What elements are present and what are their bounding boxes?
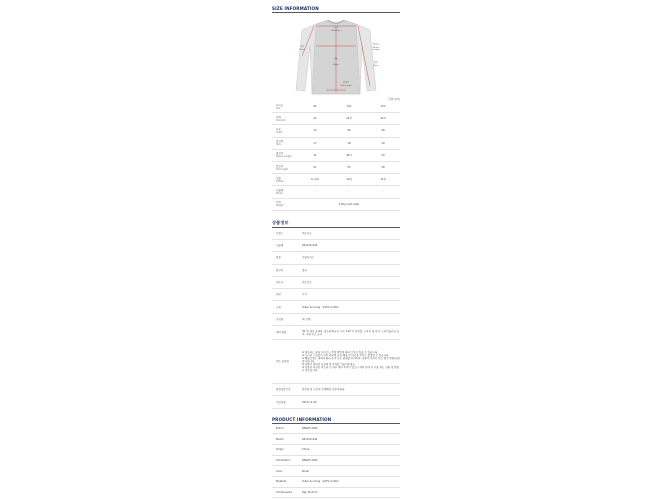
size-row-label-en: Size [276, 106, 281, 110]
info-label: 수입연월 [272, 396, 300, 408]
sleeve-label: 팔길이 Sleeve Length [372, 44, 380, 51]
size-row-label-ko: 사이즈 [276, 103, 284, 107]
size-cell: 46.3 [332, 149, 366, 161]
info-value: Khaki [300, 466, 400, 477]
info-label: Brand [272, 424, 300, 434]
size-cell: 12세 [366, 174, 400, 186]
size-row [272, 186, 400, 198]
info-row [272, 487, 400, 498]
info-value: 중국 [300, 264, 400, 276]
info-value: KENZO KIDS [300, 455, 400, 466]
info-value: K61410-949 [300, 434, 400, 445]
info-row [272, 239, 400, 251]
product-info-ko-table [272, 228, 400, 409]
info-row [272, 477, 400, 488]
size-row-label-en: Sleeve Length [276, 155, 292, 159]
info-value: 겐조키즈 [300, 228, 400, 240]
info-row [272, 326, 400, 340]
size-cell: 46 [332, 125, 366, 137]
info-value: ※ 제공되는 표와 사이즈는 측정 방법에 따라 오차가 있을 수 있습니다. ※ 모니터 스타일의 사은 목록에 공유 해당 된 다로운 차이는 발생할 수 있습니다. ※ 해당브랜드 세척에 따라 옷의 모든 형태를 유지하며, 상품의 하자가 아닌 경우 반품/교환 불가합니다. ※ 상품의 세탁과 보관에 꼭 주의를 기울여주세요. ※ 상품의 특성상 리트와 무 외부 세탁 주의가 있으니 세탁 후에 이 사용 하는 교환 및 반품이 불가합니다. [300, 340, 400, 384]
size-cell: 19 [366, 137, 400, 149]
info-label: Components [272, 487, 300, 498]
size-row-label-en: Weight [276, 204, 284, 208]
info-row [272, 434, 400, 445]
product-info-en-table [272, 424, 400, 499]
info-label: Color [272, 466, 300, 477]
info-label: 제조사 [272, 276, 300, 288]
info-row [272, 340, 400, 384]
size-cell: 41 [298, 149, 332, 161]
size-row-label [272, 125, 298, 137]
info-row [272, 455, 400, 466]
size-cell: 48 [366, 125, 400, 137]
size-row-label-en: Chest [276, 130, 283, 134]
info-label: Origin [272, 445, 300, 456]
size-cell: - [366, 186, 400, 198]
size-row [272, 149, 400, 161]
info-row [272, 313, 400, 325]
info-label: 원산지 [272, 264, 300, 276]
size-row-label-en: Shoulder [276, 118, 286, 122]
product-info-en-title: PRODUCT INFORMATION [272, 416, 332, 422]
size-row [272, 113, 400, 125]
size-cell: 41 [298, 113, 332, 125]
info-label: 브랜드 [272, 228, 300, 240]
info-label: 세탁 방법 [272, 326, 300, 340]
size-row-label-ko: 밑단폭 [276, 140, 284, 144]
shoulder-label: 어깨 Shoulder [331, 27, 341, 32]
size-cell: 8A [298, 101, 332, 113]
info-row [272, 301, 400, 313]
size-row-merged-value: 0.2kg (12A Size) [298, 198, 400, 210]
info-value: Tag, Product [300, 487, 400, 498]
size-row [272, 198, 400, 210]
info-row [272, 264, 400, 276]
info-value: KENZO KIDS [300, 424, 400, 434]
waist-label: Waist [333, 64, 339, 66]
info-label: 종류 [272, 252, 300, 264]
size-cell: 18 [332, 137, 366, 149]
product-info-ko-title: 상품정보 [272, 219, 289, 225]
size-info-title: SIZE INFORMATION [272, 6, 319, 11]
info-row [272, 396, 400, 408]
size-row-label [272, 137, 298, 149]
info-value: Outer & Lining : 100% Cotton [300, 477, 400, 488]
size-cell: 50 [366, 149, 400, 161]
size-row-label [272, 186, 298, 198]
size-row-label [272, 101, 298, 113]
size-row-label [272, 149, 298, 161]
info-row [272, 466, 400, 477]
info-value: 2015-11-06 [300, 396, 400, 408]
size-row-label-ko: 어깨 [276, 115, 281, 119]
size-cell: 44.5 [366, 113, 400, 125]
size-cell: 41.5 [332, 113, 366, 125]
info-value: China [300, 445, 400, 456]
size-cell: 55 [332, 161, 366, 173]
divider [272, 12, 400, 13]
info-label: 제조 보관법 [272, 340, 300, 384]
size-cell: 51 [298, 161, 332, 173]
size-row [272, 174, 400, 186]
unit-note: 단위 (cm) [388, 98, 400, 101]
tag-label: Tag [334, 58, 338, 60]
size-row-label-en: Full Length [276, 167, 288, 171]
info-label: 구성품 [272, 313, 300, 325]
size-info-section [272, 6, 400, 211]
size-row-label-en: Fit/Size [276, 179, 284, 183]
hem-label: 밑단 Hem [373, 62, 379, 67]
size-cell: - [298, 186, 332, 198]
info-label: Model [272, 434, 300, 445]
full-length-label: 총길이 Full Length [340, 82, 352, 87]
size-cell: 8~9세 [298, 174, 332, 186]
info-row [272, 384, 400, 396]
size-row-label-en: Model [276, 191, 283, 195]
info-row [272, 445, 400, 456]
size-row-label-ko: 모델명 [276, 188, 284, 192]
info-row [272, 289, 400, 301]
size-table [272, 101, 400, 211]
garment-diagram [272, 16, 400, 96]
size-row-label-ko: 모델 [276, 176, 281, 180]
chest-label: 가슴 Chest [299, 46, 305, 51]
size-cell: 58 [366, 161, 400, 173]
info-value: 30 ℃ 에서 울세탁, 염소표백금지, 건조 110 ℃ 다림질, 드라이 세 금지, 드라이클리닝 금지, 석재 건조 금지 [300, 326, 400, 340]
info-value: 긴팔티셔츠 [300, 252, 400, 264]
info-value: 겐조키즈 [300, 276, 400, 288]
size-cell: 17 [298, 137, 332, 149]
size-row-label-ko: 총길이 [276, 164, 284, 168]
info-row [272, 228, 400, 240]
size-row-label-ko: 무게 [276, 201, 281, 205]
size-cell: 10세 [332, 174, 366, 186]
product-info-ko-section [272, 220, 400, 409]
size-row-label [272, 161, 298, 173]
size-row [272, 101, 400, 113]
info-row [272, 424, 400, 434]
size-cell: 10A [332, 101, 366, 113]
size-row-label-ko: 팔길이 [276, 152, 284, 156]
size-row [272, 161, 400, 173]
product-detail-panel [272, 6, 400, 498]
info-row [272, 252, 400, 264]
size-row-label-en: Hem [276, 143, 282, 147]
info-value: K61410-949 [300, 239, 400, 251]
product-info-en-section [272, 417, 400, 499]
info-label: 소재 [272, 301, 300, 313]
info-label: 모델명 [272, 239, 300, 251]
size-row-label [272, 113, 298, 125]
info-value: 관련법 및 소비자 분쟁해결 규정에 따름 [300, 384, 400, 396]
size-row-label [272, 198, 298, 210]
size-row [272, 125, 400, 137]
info-row [272, 276, 400, 288]
size-cell: 12A [366, 101, 400, 113]
size-row-label [272, 174, 298, 186]
size-cell: - [332, 186, 366, 198]
info-label: 색상 [272, 289, 300, 301]
info-label: Material [272, 477, 300, 488]
size-row-label-ko: 가슴 [276, 127, 281, 131]
size-row [272, 137, 400, 149]
info-value: 카키 [300, 289, 400, 301]
size-cell: 44 [298, 125, 332, 137]
info-value: Outer & Lining : 100% Cotton [300, 301, 400, 313]
info-label: Information [272, 455, 300, 466]
info-label: 품질보증기준 [272, 384, 300, 396]
info-value: 택, 본품 [300, 313, 400, 325]
